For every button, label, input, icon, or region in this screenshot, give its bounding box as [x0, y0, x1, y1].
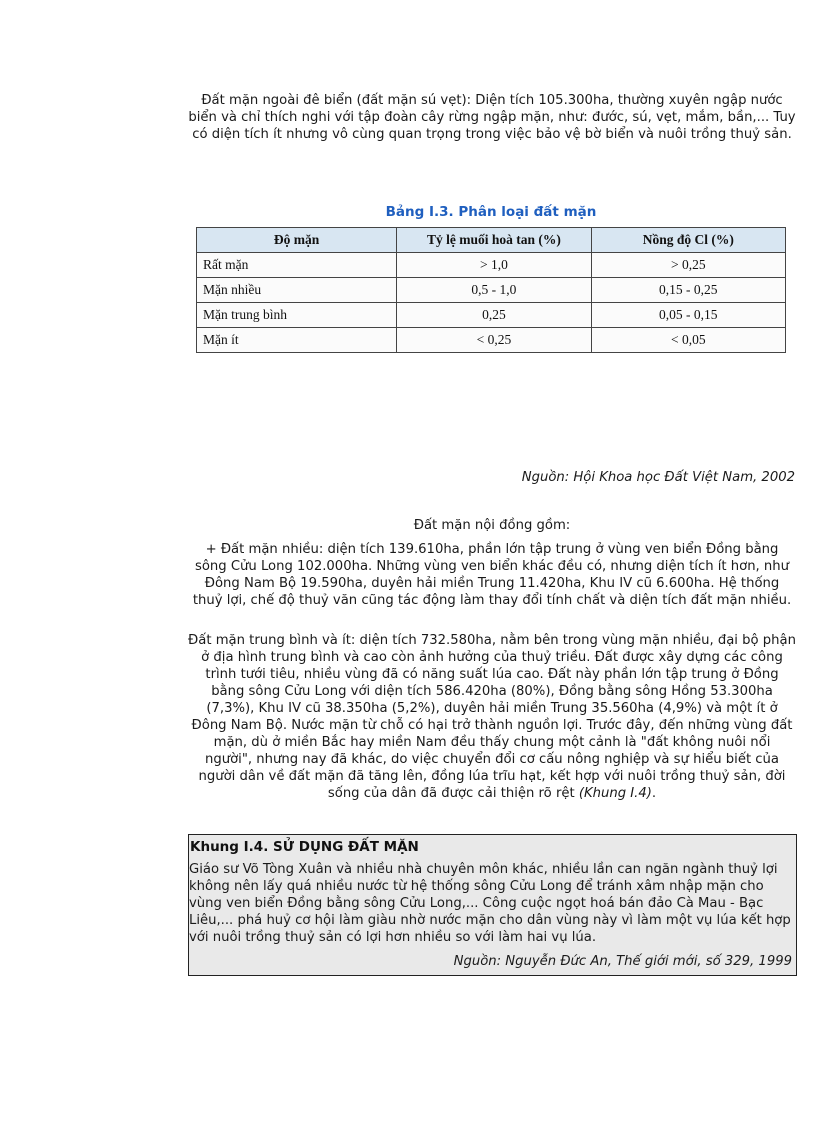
table-cell: < 0,05	[591, 328, 785, 353]
inland-heading: Đất mặn nội đồng gồm:	[413, 518, 571, 533]
table-header-row	[197, 228, 786, 253]
box-source: Nguồn: Nguyễn Đức An, Thế giới mới, số 329, 1999	[453, 954, 792, 969]
column-header: Tỷ lệ muối hoà tan (%)	[397, 228, 591, 253]
table-row	[197, 303, 786, 328]
table-cell: Rất mặn	[197, 253, 397, 278]
inland-paragraph-1: + Đất mặn nhiều: diện tích 139.610ha, phần lớn tập trung ở vùng ven biển Đồng bằng sông Cửu Long 102.000ha. Những vùng ven biển khác đều có, nhưng diện tích ít hơn, như Đông Nam Bộ 19.590ha, duyên hải miền Trung 11.420ha, Khu IV cũ 6.600ha. Hệ thống thuỷ lợi, chế độ thuỷ văn cũng tác động làm thay đổi tính chất và diện tích đất mặn nhiều.	[192, 542, 792, 608]
table-cell: > 1,0	[397, 253, 591, 278]
table-cell: 0,5 - 1,0	[397, 278, 591, 303]
table-cell: < 0,25	[397, 328, 591, 353]
table-cell: > 0,25	[591, 253, 785, 278]
salinity-table	[196, 227, 786, 353]
box-title: Khung I.4. SỬ DỤNG ĐẤT MẶN	[190, 839, 419, 855]
table-row	[197, 253, 786, 278]
inland-paragraph-2-text: Đất mặn trung bình và ít: diện tích 732.580ha, nằm bên trong vùng mặn nhiều, đại bộ phận ở địa hình trung bình và cao còn ảnh hưởng của thuỷ triều. Đất được xây dựng các công trình tưới tiêu, nhiều vùng đã có năng suất lúa cao. Đất này phần lớn tập trung ở Đồng bằng sông Cửu Long với diện tích 586.420ha (80%), Đồng bằng sông Hồng 53.300ha (7,3%), Khu IV cũ 38.350ha (5,2%), duyên hải miền Trung 35.560ha (4,9%) và một ít ở Đông Nam Bộ. Nước mặn từ chỗ có hại trở thành nguồn lợi. Trước đây, đến những vùng đất mặn, dù ở miền Bắc hay miền Nam đều thấy chung một cảnh là "đất không nuôi nổi người", nhưng nay đã khác, do việc chuyển đổi cơ cấu nông nghiệp và sự hiểu biết của người dân về đất mặn đã tăng lên, đồng lúa trĩu hạt, kết hợp với nuôi trồng thuỷ sản, đời sống của dân đã được cải thiện rõ rệt	[188, 633, 796, 801]
table-cell: 0,25	[397, 303, 591, 328]
table-title: Bảng I.3. Phân loại đất mặn	[385, 204, 597, 220]
table-row	[197, 328, 786, 353]
info-box	[188, 834, 797, 976]
intro-paragraph: Đất mặn ngoài đê biển (đất mặn sú vẹt): Diện tích 105.300ha, thường xuyên ngập nước biển và chỉ thích nghi với tập đoàn cây rừng ngập mặn, như: đước, sú, vẹt, mắm, bần,... Tuy có diện tích ít nhưng vô cùng quan trọng trong việc bảo vệ bờ biển và nuôi trồng thuỷ sản.	[188, 93, 796, 142]
table-cell: Mặn trung bình	[197, 303, 397, 328]
column-header: Độ mặn	[197, 228, 397, 253]
table-cell: 0,15 - 0,25	[591, 278, 785, 303]
table-source: Nguồn: Hội Khoa học Đất Việt Nam, 2002	[521, 470, 795, 485]
table-row	[197, 278, 786, 303]
table-cell: Mặn nhiều	[197, 278, 397, 303]
inland-paragraph-2	[188, 632, 796, 802]
column-header: Nồng độ Cl (%)	[591, 228, 785, 253]
table-cell: Mặn ít	[197, 328, 397, 353]
paragraph-end: .	[651, 786, 657, 801]
box-reference: (Khung I.4)	[578, 786, 652, 801]
box-text: Giáo sư Võ Tòng Xuân và nhiều nhà chuyên môn khác, nhiều lần can ngăn ngành thuỷ lợi không nên lấy quá nhiều nước từ hệ thống sông Cửu Long để tránh xâm nhập mặn cho vùng ven biển Đồng bằng sông Cửu Long,... Công cuộc ngọt hoá bán đảo Cà Mau - Bạc Liêu,... phá huỷ cơ hội làm giàu nhờ nước mặn cho dân vùng này vì làm một vụ lúa kết hợp với nuôi trồng thuỷ sản có lợi hơn nhiều so với làm hai vụ lúa.	[189, 862, 791, 945]
table-cell: 0,05 - 0,15	[591, 303, 785, 328]
